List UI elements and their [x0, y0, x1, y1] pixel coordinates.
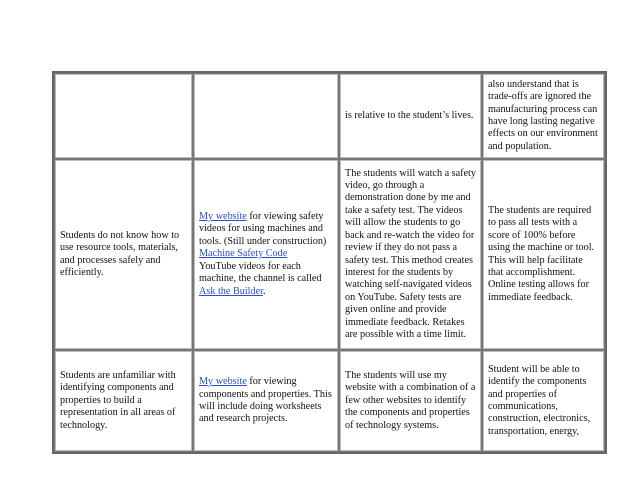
resource-desc: for viewing safety videos for using machines and tools. (Still under construction)	[199, 211, 327, 247]
table-row	[54, 159, 605, 350]
table-cell-problem	[54, 159, 193, 350]
table-cell-rationale	[339, 350, 482, 452]
resource-desc: for viewing components and properties. This will include doing worksheets and research projects.	[199, 376, 332, 425]
cell-text: Student will be able to identify the components and properties of communications, construction, electronics, transportation, energy,	[488, 363, 591, 437]
my-website-link[interactable]: My website	[199, 376, 247, 388]
cell-text: is relative to the student’s lives.	[345, 109, 474, 121]
strategy-table	[52, 71, 607, 454]
resource-desc: YouTube videos for each machine, the channel is called	[199, 260, 322, 285]
table-cell-rationale	[339, 73, 482, 159]
resources-text	[199, 376, 334, 426]
cell-text: also understand that is trade-offs are ignored the manufacturing process can have long lasting negative effects on our environment and population.	[488, 78, 598, 152]
ask-the-builder-link[interactable]: Ask the Builder	[199, 285, 263, 297]
table-cell-resources	[193, 159, 339, 350]
table-cell-empty	[193, 73, 339, 159]
table-row	[54, 350, 605, 452]
cell-text: The students will use my website with a combination of a few other websites to identify the components and properties of technology systems.	[345, 369, 476, 431]
table-cell-outcome	[482, 350, 605, 452]
table-row	[54, 73, 605, 159]
table-cell-outcome	[482, 73, 605, 159]
resource-desc: .	[262, 285, 266, 297]
table-cell-outcome	[482, 159, 605, 350]
resources-text	[199, 211, 334, 298]
cell-text: The students will watch a safety video, go through a demonstration done by me and take a safety test. The videos will allow the students to go back and re-watch the video for review if they do not pass a safety test. This method creates interest for the students by watching self-navigated videos on YouTube. Safety tests are given online and provide immediate feedback. Retakes are possible with a time limit.	[345, 167, 476, 340]
cell-text: The students are required to pass all tests with a score of 100% before using the machine or tool. This will help facilitate that accomplishment. Online testing allows for immediate feedback.	[488, 204, 595, 303]
cell-text: Students are unfamiliar with identifying components and properties to build a representation in all areas of technology.	[60, 369, 176, 431]
cell-text: Students do not know how to use resource tools, materials, and processes safely and efficiently.	[60, 229, 180, 278]
my-website-link[interactable]: My website	[199, 211, 247, 223]
table-cell-resources	[193, 350, 339, 452]
table-cell-rationale	[339, 159, 482, 350]
table-cell-problem	[54, 350, 193, 452]
machine-safety-code-link[interactable]: Machine Safety Code	[199, 248, 288, 260]
table-cell-empty	[54, 73, 193, 159]
